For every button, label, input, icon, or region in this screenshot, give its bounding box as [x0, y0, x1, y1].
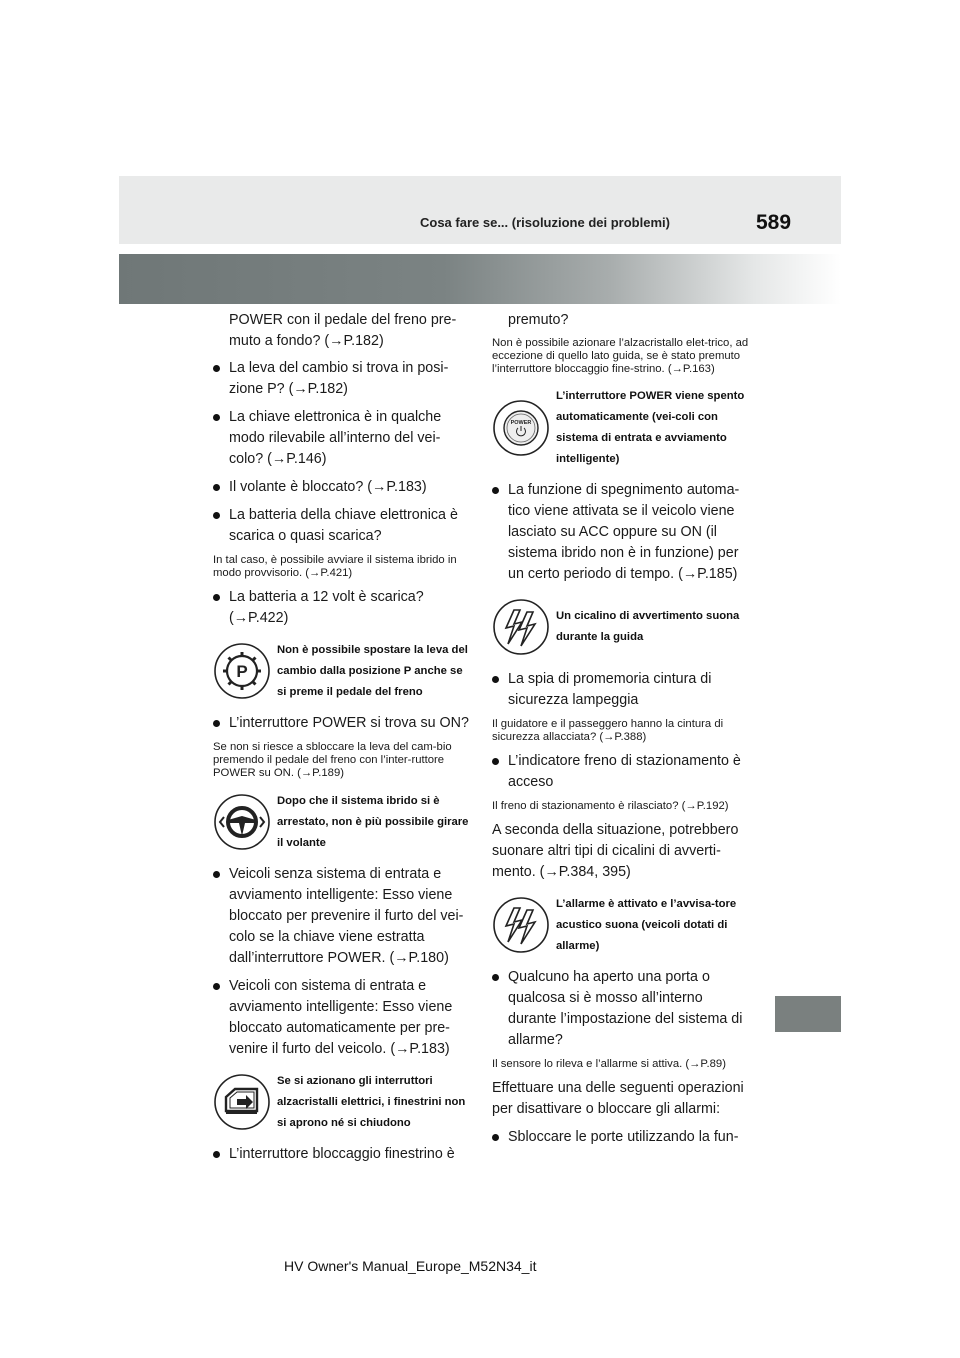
steering-wheel-icon	[213, 793, 271, 851]
window-switch-icon	[213, 1073, 271, 1131]
callout-title: Non è possibile spostare la leva del cambio dalla posizione P anche se si preme il pedale del freno	[277, 643, 468, 698]
bullet-icon	[213, 414, 220, 421]
note-text: Se non si riesce a sbloccare la leva del cam-bio premendo il pedale del freno con l’inter-ruttore POWER su ON. (→P.189)	[213, 741, 452, 779]
bullet-icon	[213, 871, 220, 878]
alarm-icon	[492, 896, 550, 954]
continued-text: premuto?	[508, 312, 569, 328]
list-item: L’interruttore POWER si trova su ON?	[213, 713, 471, 734]
callout-title: L’allarme è attivato e l’avvisa-tore acustico suona (veicoli dotati di allarme)	[556, 897, 737, 952]
callout-shift-lever	[213, 639, 471, 703]
callout-steering-lock	[213, 790, 471, 854]
list-item: La batteria a 12 volt è scarica? (→P.422)	[213, 587, 471, 629]
callout-title: Dopo che il sistema ibrido si è arrestato, non è più possibile girare il volante	[277, 794, 469, 849]
list-item: La batteria della chiave elettronica è scarica o quasi scarica?	[213, 505, 471, 547]
note-text: Non è possibile azionare l’alzacristallo elet-trico, ad eccezione di quello lato guida, se è stato premuto l’interruttore bloccaggio fine-strino. (→P.163)	[492, 337, 749, 375]
callout-title: Un cicalino di avvertimento suona durante la guida	[556, 610, 740, 643]
footer-text: HV Owner's Manual_Europe_M52N34_it	[284, 1258, 537, 1274]
bullet-icon	[213, 484, 220, 491]
note-text: In tal caso, è possibile avviare il sistema ibrido in modo provvisorio. (→P.421)	[213, 554, 457, 579]
note-text: Il freno di stazionamento è rilasciato? (→P.192)	[492, 800, 729, 812]
chapter-tab	[775, 996, 841, 1032]
continued-text: POWER con il pedale del freno pre-muto a fondo? (→P.182)	[229, 312, 457, 349]
left-column	[213, 310, 471, 1172]
bullet-icon	[492, 758, 499, 765]
callout-power-windows	[213, 1070, 471, 1134]
bullet-icon	[492, 974, 499, 981]
callout-title: Se si azionano gli interruttori alzacristalli elettrici, i finestrini non si aprono né si chiudono	[277, 1074, 466, 1129]
paragraph: A seconda della situazione, potrebbero suonare altri tipi di cicalini di avverti-mento. (→P.384, 395)	[492, 822, 739, 880]
callout-buzzer	[492, 595, 750, 659]
bullet-icon	[213, 720, 220, 727]
list-item: Qualcuno ha aperto una porta o qualcosa si è mosso all’interno durante l’impostazione del sistema di allarme?	[492, 967, 750, 1051]
right-column	[492, 310, 750, 1155]
svg-text:POWER: POWER	[510, 420, 532, 426]
list-item: L’interruttore bloccaggio finestrino è	[213, 1144, 471, 1165]
header-band	[119, 254, 841, 304]
paragraph: Effettuare una delle seguenti operazioni per disattivare o bloccare gli allarmi:	[492, 1080, 744, 1117]
bullet-icon	[213, 512, 220, 519]
note-text: Il guidatore e il passeggero hanno la cintura di sicurezza allacciata? (→P.388)	[492, 718, 724, 743]
note-text: Il sensore lo rileva e l’allarme si attiva. (→P.89)	[492, 1058, 726, 1070]
bullet-icon	[213, 365, 220, 372]
bullet-icon	[492, 1134, 499, 1141]
list-item: Il volante è bloccato? (→P.183)	[213, 477, 471, 498]
list-item: Veicoli senza sistema di entrata e avviamento intelligente: Esso viene bloccato per prevenire il furto del vei-colo se la chiave viene estratta dall’interruttore POWER. (→P.180)	[213, 864, 471, 969]
list-item: La leva del cambio si trova in posi-zione P? (→P.182)	[213, 358, 471, 400]
header-bar	[119, 176, 841, 244]
callout-alarm	[492, 893, 750, 957]
park-gear-icon	[213, 642, 271, 700]
bullet-icon	[213, 983, 220, 990]
bullet-icon	[492, 676, 499, 683]
bullet-icon	[213, 1151, 220, 1158]
page-number: 589	[756, 211, 792, 234]
callout-power-off	[492, 386, 750, 470]
buzzer-icon	[492, 598, 550, 656]
callout-title: L’interruttore POWER viene spento automaticamente (vei-coli con sistema di entrata e avviamento intelligente)	[556, 390, 745, 465]
list-item: Veicoli con sistema di entrata e avviamento intelligente: Esso viene bloccato automaticamente per pre-venire il furto del veicolo. (→P.183)	[213, 976, 471, 1060]
power-button-icon	[492, 399, 550, 457]
section-title: Cosa fare se... (risoluzione dei problemi)	[420, 215, 670, 230]
list-item: Sbloccare le porte utilizzando la fun-	[492, 1127, 750, 1148]
list-item: L’indicatore freno di stazionamento è acceso	[492, 751, 750, 793]
list-item: La spia di promemoria cintura di sicurezza lampeggia	[492, 669, 750, 711]
list-item: La chiave elettronica è in qualche modo rilevabile all’interno del vei-colo? (→P.146)	[213, 407, 471, 470]
bullet-icon	[492, 487, 499, 494]
svg-text:P: P	[236, 662, 248, 681]
list-item: La funzione di spegnimento automa-tico viene attivata se il veicolo viene lasciato su ACC oppure su ON (il sistema ibrido non è in funzione) per un certo periodo di tempo. (→P.185)	[492, 480, 750, 585]
bullet-icon	[213, 594, 220, 601]
